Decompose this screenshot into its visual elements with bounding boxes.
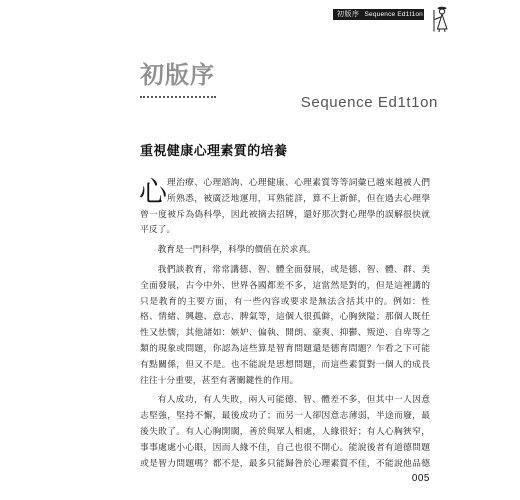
paragraph: [140, 263, 430, 389]
paragraph-line: 全面發展，古今中外、世界各國都差不多，這當然是對的，但是這裡講的: [140, 280, 430, 291]
header-section-label: 初版序: [337, 10, 360, 18]
paragraph-line: 類的現象或問題，你認為這些算是智育問題還是德育問題？乍看之下可能: [140, 343, 430, 354]
paragraph-line: 有人成功，有人失敗，兩人可能德、智、體差不多，但其中一人因意: [157, 395, 430, 406]
header-edition-label: Sequence Ed1t1on: [364, 11, 423, 18]
paragraph-line: 教育是一門科學，科學的價值在於求真。: [157, 245, 316, 256]
paragraph-line: 只是教育的主要方面，有一些內容或要求是無法含括其中的。例如：性: [140, 296, 430, 307]
paragraph: [140, 243, 430, 259]
paragraph-line: 志堅強，堅持不懈，最後成功了；而另一人卻因意志薄弱，半途而廢，最: [140, 411, 430, 422]
figure-illustration-icon: [427, 3, 453, 33]
paragraph-line: 平反了。: [140, 225, 176, 236]
paragraph-line: 曾一度被斥為偽科學，因此被摘去招牌，還好那次對心理學的誤解很快就: [140, 209, 430, 220]
section-title: 初版序: [140, 60, 215, 89]
paragraph-line: 理治療、心理諮詢、心理健康、心理素質等等詞彙已越來越被人們: [167, 178, 430, 188]
header-bar: [333, 9, 424, 20]
paragraph-line: 有點關係，但又不是。也不能說是思想問題，而這些素質對一個人的成長: [140, 359, 430, 370]
paragraph-line: 格、情緒、興趣、意志、脾氣等，這個人很孤僻，心胸狹隘；那個人既任: [140, 312, 430, 323]
paragraph-line: 事事處處小心眼，因而人緣不佳，自己也很不開心。能說後者有道德問題: [140, 442, 430, 453]
paragraph-line: 往往十分重要，甚至有著關鍵性的作用。: [140, 375, 299, 386]
paragraph-line: 或是智力問題嗎？都不是，最多只能歸咎於心理素質不佳，不能說他品德: [140, 458, 430, 469]
title-dotted-rule: [140, 96, 216, 98]
article-body: [140, 176, 430, 476]
paragraph-line: 後失敗了。有人心胸開闊，善於與眾人相處，人緣很好；有人心胸狹窄，: [140, 426, 430, 437]
paragraph-line: 所熟悉，被廣泛地運用，耳熟能詳，算不上新鮮，但在過去心理學: [167, 193, 430, 204]
page-number: 005: [411, 473, 430, 484]
article-heading: 重視健康心理素質的培養: [140, 144, 288, 159]
paragraph-line: 我們談教育，常常講德、智、體全面發展，或是德、智、體、群、美: [157, 264, 430, 275]
paragraph: [140, 393, 430, 472]
section-subtitle: Sequence Ed1t1on: [300, 94, 438, 111]
paragraph-line: 性又怯懦，其他諸如：嫉妒、偏執、開朗、豪爽、抑鬱、叛逆、自卑等之: [140, 328, 430, 339]
paragraph: [140, 176, 430, 239]
drop-cap: 心: [139, 175, 168, 208]
